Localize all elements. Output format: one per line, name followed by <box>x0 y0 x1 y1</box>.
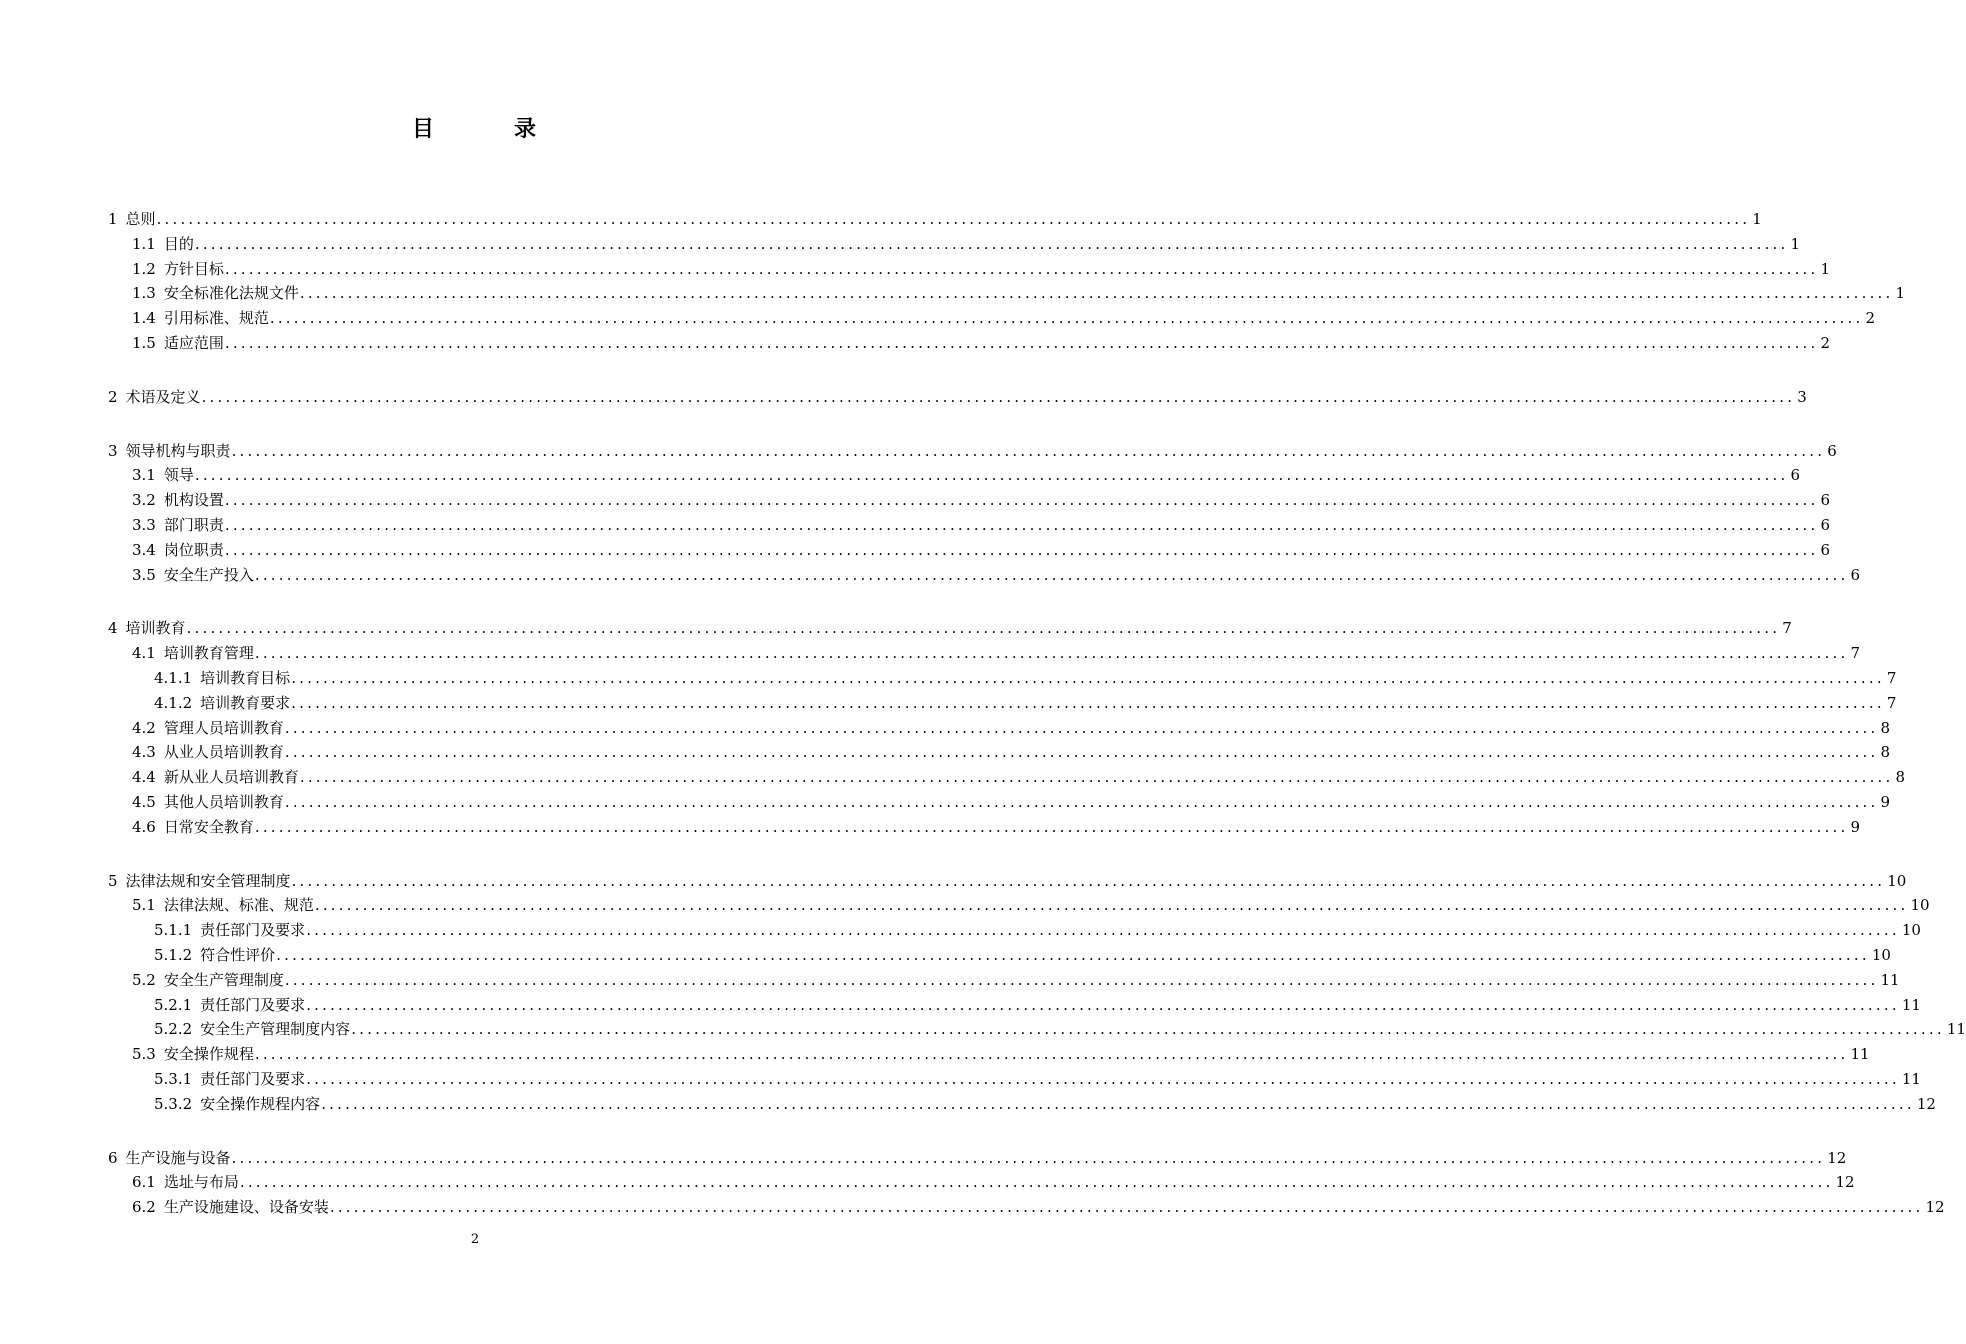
toc-leader-dots: ........................................................................................................................................................................................................ <box>291 668 1885 687</box>
toc-entry[interactable] <box>108 1067 1921 1092</box>
toc-leader-dots: ........................................................................................................................................................................................................ <box>306 995 1900 1014</box>
toc-leader-dots: ........................................................................................................................................................................................................ <box>254 817 1849 836</box>
toc-leader-dots: ........................................................................................................................................................................................................ <box>299 768 1894 787</box>
toc-leader-dots: ........................................................................................................................................................................................................ <box>299 284 1894 303</box>
toc-leader-dots: ........................................................................................................................................................................................................ <box>306 1069 1900 1088</box>
toc-entry[interactable] <box>108 207 1762 232</box>
toc-entry-title: 安全操作规程 <box>163 1045 254 1064</box>
toc-entry-title: 领导 <box>163 466 194 485</box>
toc-entry[interactable] <box>108 815 1861 840</box>
toc-entry[interactable] <box>108 1017 1966 1042</box>
toc-leader-dots: ........................................................................................................................................................................................................ <box>224 515 1819 534</box>
toc-leader-dots: ........................................................................................................................................................................................................ <box>224 540 1819 559</box>
toc-entry[interactable] <box>108 993 1921 1018</box>
toc-entry-page: 12 <box>1925 1198 1945 1217</box>
toc-leader-dots: ........................................................................................................................................................................................................ <box>329 1198 1924 1217</box>
toc-entry-page: 6 <box>1820 540 1831 559</box>
toc-leader-dots: ........................................................................................................................................................................................................ <box>351 1020 1945 1039</box>
toc-leader-dots: ........................................................................................................................................................................................................ <box>314 896 1909 915</box>
toc-leader-dots: ........................................................................................................................................................................................................ <box>224 333 1819 352</box>
toc-entry-number: 5.3.2 <box>154 1094 193 1113</box>
toc-entry-page: 3 <box>1797 387 1807 406</box>
toc-entry[interactable] <box>108 563 1861 588</box>
toc-entry[interactable] <box>108 616 1792 641</box>
toc-entry-title: 管理人员培训教育 <box>163 718 284 737</box>
toc-leader-dots: ........................................................................................................................................................................................................ <box>284 743 1879 762</box>
toc-entry[interactable] <box>108 641 1861 666</box>
toc-entry-page: 11 <box>1946 1020 1966 1039</box>
toc-entry[interactable] <box>108 1092 1936 1117</box>
toc-entry-number: 2 <box>108 387 118 406</box>
toc-entry-title: 安全生产管理制度内容 <box>200 1020 351 1039</box>
toc-leader-dots: ........................................................................................................................................................................................................ <box>321 1094 1915 1113</box>
title-char-2: 录 <box>514 116 539 142</box>
toc-entry-number: 6.2 <box>132 1198 156 1217</box>
toc-leader-dots: ........................................................................................................................................................................................................ <box>306 921 1900 940</box>
toc-entry[interactable] <box>108 740 1891 765</box>
toc-entry-title: 机构设置 <box>163 491 224 510</box>
toc-entry-number: 5.2 <box>132 970 156 989</box>
toc-entry[interactable] <box>108 463 1801 488</box>
toc-entry-page: 1 <box>1895 284 1906 303</box>
toc-leader-dots: ........................................................................................................................................................................................................ <box>284 970 1879 989</box>
toc-entry-title: 安全生产管理制度 <box>163 970 284 989</box>
toc-entry-title: 适应范围 <box>163 333 224 352</box>
toc-leader-dots: ........................................................................................................................................................................................................ <box>194 466 1789 485</box>
toc-entry[interactable] <box>108 513 1831 538</box>
toc-entry-number: 4.3 <box>132 743 156 762</box>
toc-entry-number: 4.2 <box>132 718 156 737</box>
toc-entry-title: 从业人员培训教育 <box>163 743 284 762</box>
toc-entry-number: 5.1.2 <box>154 945 193 964</box>
toc-entry-number: 3.3 <box>132 515 156 534</box>
toc-entry-title: 其他人员培训教育 <box>163 792 284 811</box>
toc-entry-page: 11 <box>1901 1069 1921 1088</box>
toc-entry[interactable] <box>108 306 1876 331</box>
toc-entry-number: 3.5 <box>132 565 156 584</box>
toc-entry-page: 12 <box>1916 1094 1936 1113</box>
toc-entry-number: 3.1 <box>132 466 156 485</box>
toc-leader-dots: ........................................................................................................................................................................................................ <box>224 491 1819 510</box>
toc-entry-page: 10 <box>1887 871 1907 890</box>
toc-entry-title: 选址与布局 <box>163 1173 239 1192</box>
toc-leader-dots: ........................................................................................................................................................................................................ <box>231 1148 1826 1167</box>
table-of-contents <box>108 207 1966 1220</box>
toc-entry[interactable] <box>108 869 1907 894</box>
toc-entry-page: 2 <box>1820 333 1831 352</box>
toc-leader-dots: ........................................................................................................................................................................................................ <box>239 1173 1834 1192</box>
toc-entry-number: 5.2.1 <box>154 995 193 1014</box>
toc-entry-title: 日常安全教育 <box>163 817 254 836</box>
toc-entry[interactable] <box>108 1146 1847 1171</box>
toc-entry-number: 5 <box>108 871 118 890</box>
toc-entry-page: 8 <box>1895 768 1906 787</box>
toc-entry-title: 方针目标 <box>163 259 224 278</box>
toc-leader-dots: ........................................................................................................................................................................................................ <box>231 441 1826 460</box>
toc-entry-number: 3 <box>108 441 118 460</box>
toc-entry-title: 法律法规、标准、规范 <box>163 896 314 915</box>
title-char-1: 目 <box>411 116 436 142</box>
page-title <box>0 112 950 143</box>
toc-entry-title: 责任部门及要求 <box>200 995 306 1014</box>
toc-entry[interactable] <box>108 538 1831 563</box>
toc-entry-page: 6 <box>1850 565 1861 584</box>
toc-entry-title: 培训教育要求 <box>200 693 291 712</box>
toc-entry-number: 5.1.1 <box>154 921 193 940</box>
toc-entry-title: 生产设施与设备 <box>125 1148 231 1167</box>
toc-entry-title: 新从业人员培训教育 <box>163 768 299 787</box>
toc-entry-number: 5.3.1 <box>154 1069 193 1088</box>
toc-leader-dots: ........................................................................................................................................................................................................ <box>291 871 1886 890</box>
toc-entry[interactable] <box>108 331 1831 356</box>
toc-entry[interactable] <box>108 281 1906 306</box>
toc-entry-number: 1.3 <box>132 284 156 303</box>
toc-entry[interactable] <box>108 765 1906 790</box>
toc-entry-title: 责任部门及要求 <box>200 1069 306 1088</box>
toc-leader-dots: ........................................................................................................................................................................................................ <box>156 210 1751 228</box>
toc-leader-dots: ........................................................................................................................................................................................................ <box>194 234 1789 253</box>
toc-entry-page: 10 <box>1910 896 1930 915</box>
toc-entry-number: 6.1 <box>132 1173 156 1192</box>
toc-entry-page: 11 <box>1880 970 1900 989</box>
toc-entry-title: 法律法规和安全管理制度 <box>125 871 291 890</box>
toc-leader-dots: ........................................................................................................................................................................................................ <box>269 309 1864 328</box>
toc-entry-number: 5.1 <box>132 896 156 915</box>
toc-leader-dots: ........................................................................................................................................................................................................ <box>201 387 1796 406</box>
toc-entry-page: 1 <box>1820 259 1831 278</box>
toc-entry-title: 总则 <box>125 210 156 228</box>
toc-entry[interactable] <box>108 1195 1945 1220</box>
toc-entry-page: 7 <box>1850 644 1861 663</box>
toc-entry-number: 4.4 <box>132 768 156 787</box>
toc-entry[interactable] <box>108 488 1831 513</box>
toc-entry-title: 生产设施建设、设备安装 <box>163 1198 329 1217</box>
toc-entry-number: 4.1.1 <box>154 668 193 687</box>
toc-entry-page: 6 <box>1827 441 1837 460</box>
toc-entry-number: 5.3 <box>132 1045 156 1064</box>
toc-entry-page: 9 <box>1850 817 1861 836</box>
toc-entry-number: 4.6 <box>132 817 156 836</box>
toc-entry-number: 3.4 <box>132 540 156 559</box>
toc-entry-number: 1.5 <box>132 333 156 352</box>
toc-entry-page: 11 <box>1901 995 1921 1014</box>
toc-entry-number: 5.2.2 <box>154 1020 193 1039</box>
toc-entry[interactable] <box>108 943 1891 968</box>
toc-entry[interactable] <box>108 232 1801 257</box>
toc-entry-page: 9 <box>1880 792 1891 811</box>
toc-entry-page: 6 <box>1820 491 1831 510</box>
toc-entry[interactable] <box>108 968 1900 993</box>
toc-entry-title: 目的 <box>163 234 194 253</box>
toc-entry-page: 10 <box>1871 945 1891 964</box>
toc-entry-number: 3.2 <box>132 491 156 510</box>
toc-entry-title: 引用标准、规范 <box>163 309 269 328</box>
toc-entry-number: 4 <box>108 619 118 638</box>
toc-entry-title: 培训教育 <box>125 619 186 638</box>
toc-entry-number: 1.2 <box>132 259 156 278</box>
toc-entry-number: 4.5 <box>132 792 156 811</box>
toc-entry[interactable] <box>108 385 1807 410</box>
page-number-footer: 2 <box>470 1232 480 1247</box>
toc-entry-page: 2 <box>1865 309 1876 328</box>
toc-entry-page: 1 <box>1790 234 1801 253</box>
toc-entry-page: 6 <box>1820 515 1831 534</box>
toc-entry[interactable] <box>108 790 1891 815</box>
toc-leader-dots: ........................................................................................................................................................................................................ <box>254 1045 1849 1064</box>
toc-entry-page: 7 <box>1886 668 1897 687</box>
toc-entry-title: 安全操作规程内容 <box>200 1094 321 1113</box>
toc-entry-title: 培训教育管理 <box>163 644 254 663</box>
toc-entry-page: 6 <box>1790 466 1801 485</box>
toc-leader-dots: ........................................................................................................................................................................................................ <box>186 619 1781 638</box>
toc-entry[interactable] <box>108 893 1930 918</box>
toc-entry-number: 4.1 <box>132 644 156 663</box>
toc-entry-page: 8 <box>1880 743 1891 762</box>
toc-leader-dots: ........................................................................................................................................................................................................ <box>284 792 1879 811</box>
toc-entry-number: 4.1.2 <box>154 693 193 712</box>
toc-leader-dots: ........................................................................................................................................................................................................ <box>254 644 1849 663</box>
toc-leader-dots: ........................................................................................................................................................................................................ <box>276 945 1870 964</box>
toc-entry-title: 责任部门及要求 <box>200 921 306 940</box>
toc-entry-number: 1 <box>108 210 118 228</box>
toc-leader-dots: ........................................................................................................................................................................................................ <box>224 259 1819 278</box>
toc-leader-dots: ........................................................................................................................................................................................................ <box>291 693 1885 712</box>
toc-entry-title: 符合性评价 <box>200 945 276 964</box>
toc-entry-title: 培训教育目标 <box>200 668 291 687</box>
toc-entry[interactable] <box>108 1042 1870 1067</box>
toc-entry-number: 6 <box>108 1148 118 1167</box>
toc-entry[interactable] <box>108 1170 1855 1195</box>
toc-entry-title: 术语及定义 <box>125 387 201 406</box>
toc-entry[interactable] <box>108 716 1891 741</box>
toc-leader-dots: ........................................................................................................................................................................................................ <box>284 718 1879 737</box>
toc-entry-page: 1 <box>1752 210 1762 228</box>
toc-entry-page: 7 <box>1886 693 1897 712</box>
toc-entry[interactable] <box>108 666 1897 691</box>
toc-entry-title: 领导机构与职责 <box>125 441 231 460</box>
toc-entry[interactable] <box>108 439 1837 464</box>
toc-entry-title: 岗位职责 <box>163 540 224 559</box>
toc-entry-title: 部门职责 <box>163 515 224 534</box>
toc-entry-page: 7 <box>1782 619 1792 638</box>
toc-entry[interactable] <box>108 918 1921 943</box>
toc-entry[interactable] <box>108 257 1831 282</box>
toc-entry-page: 10 <box>1901 921 1921 940</box>
toc-entry[interactable] <box>108 691 1897 716</box>
toc-entry-page: 12 <box>1827 1148 1847 1167</box>
toc-leader-dots: ........................................................................................................................................................................................................ <box>254 565 1849 584</box>
toc-entry-number: 1.1 <box>132 234 156 253</box>
toc-entry-title: 安全标准化法规文件 <box>163 284 299 303</box>
toc-entry-page: 11 <box>1850 1045 1870 1064</box>
toc-entry-page: 12 <box>1835 1173 1855 1192</box>
toc-entry-page: 8 <box>1880 718 1891 737</box>
toc-entry-title: 安全生产投入 <box>163 565 254 584</box>
toc-entry-number: 1.4 <box>132 309 156 328</box>
